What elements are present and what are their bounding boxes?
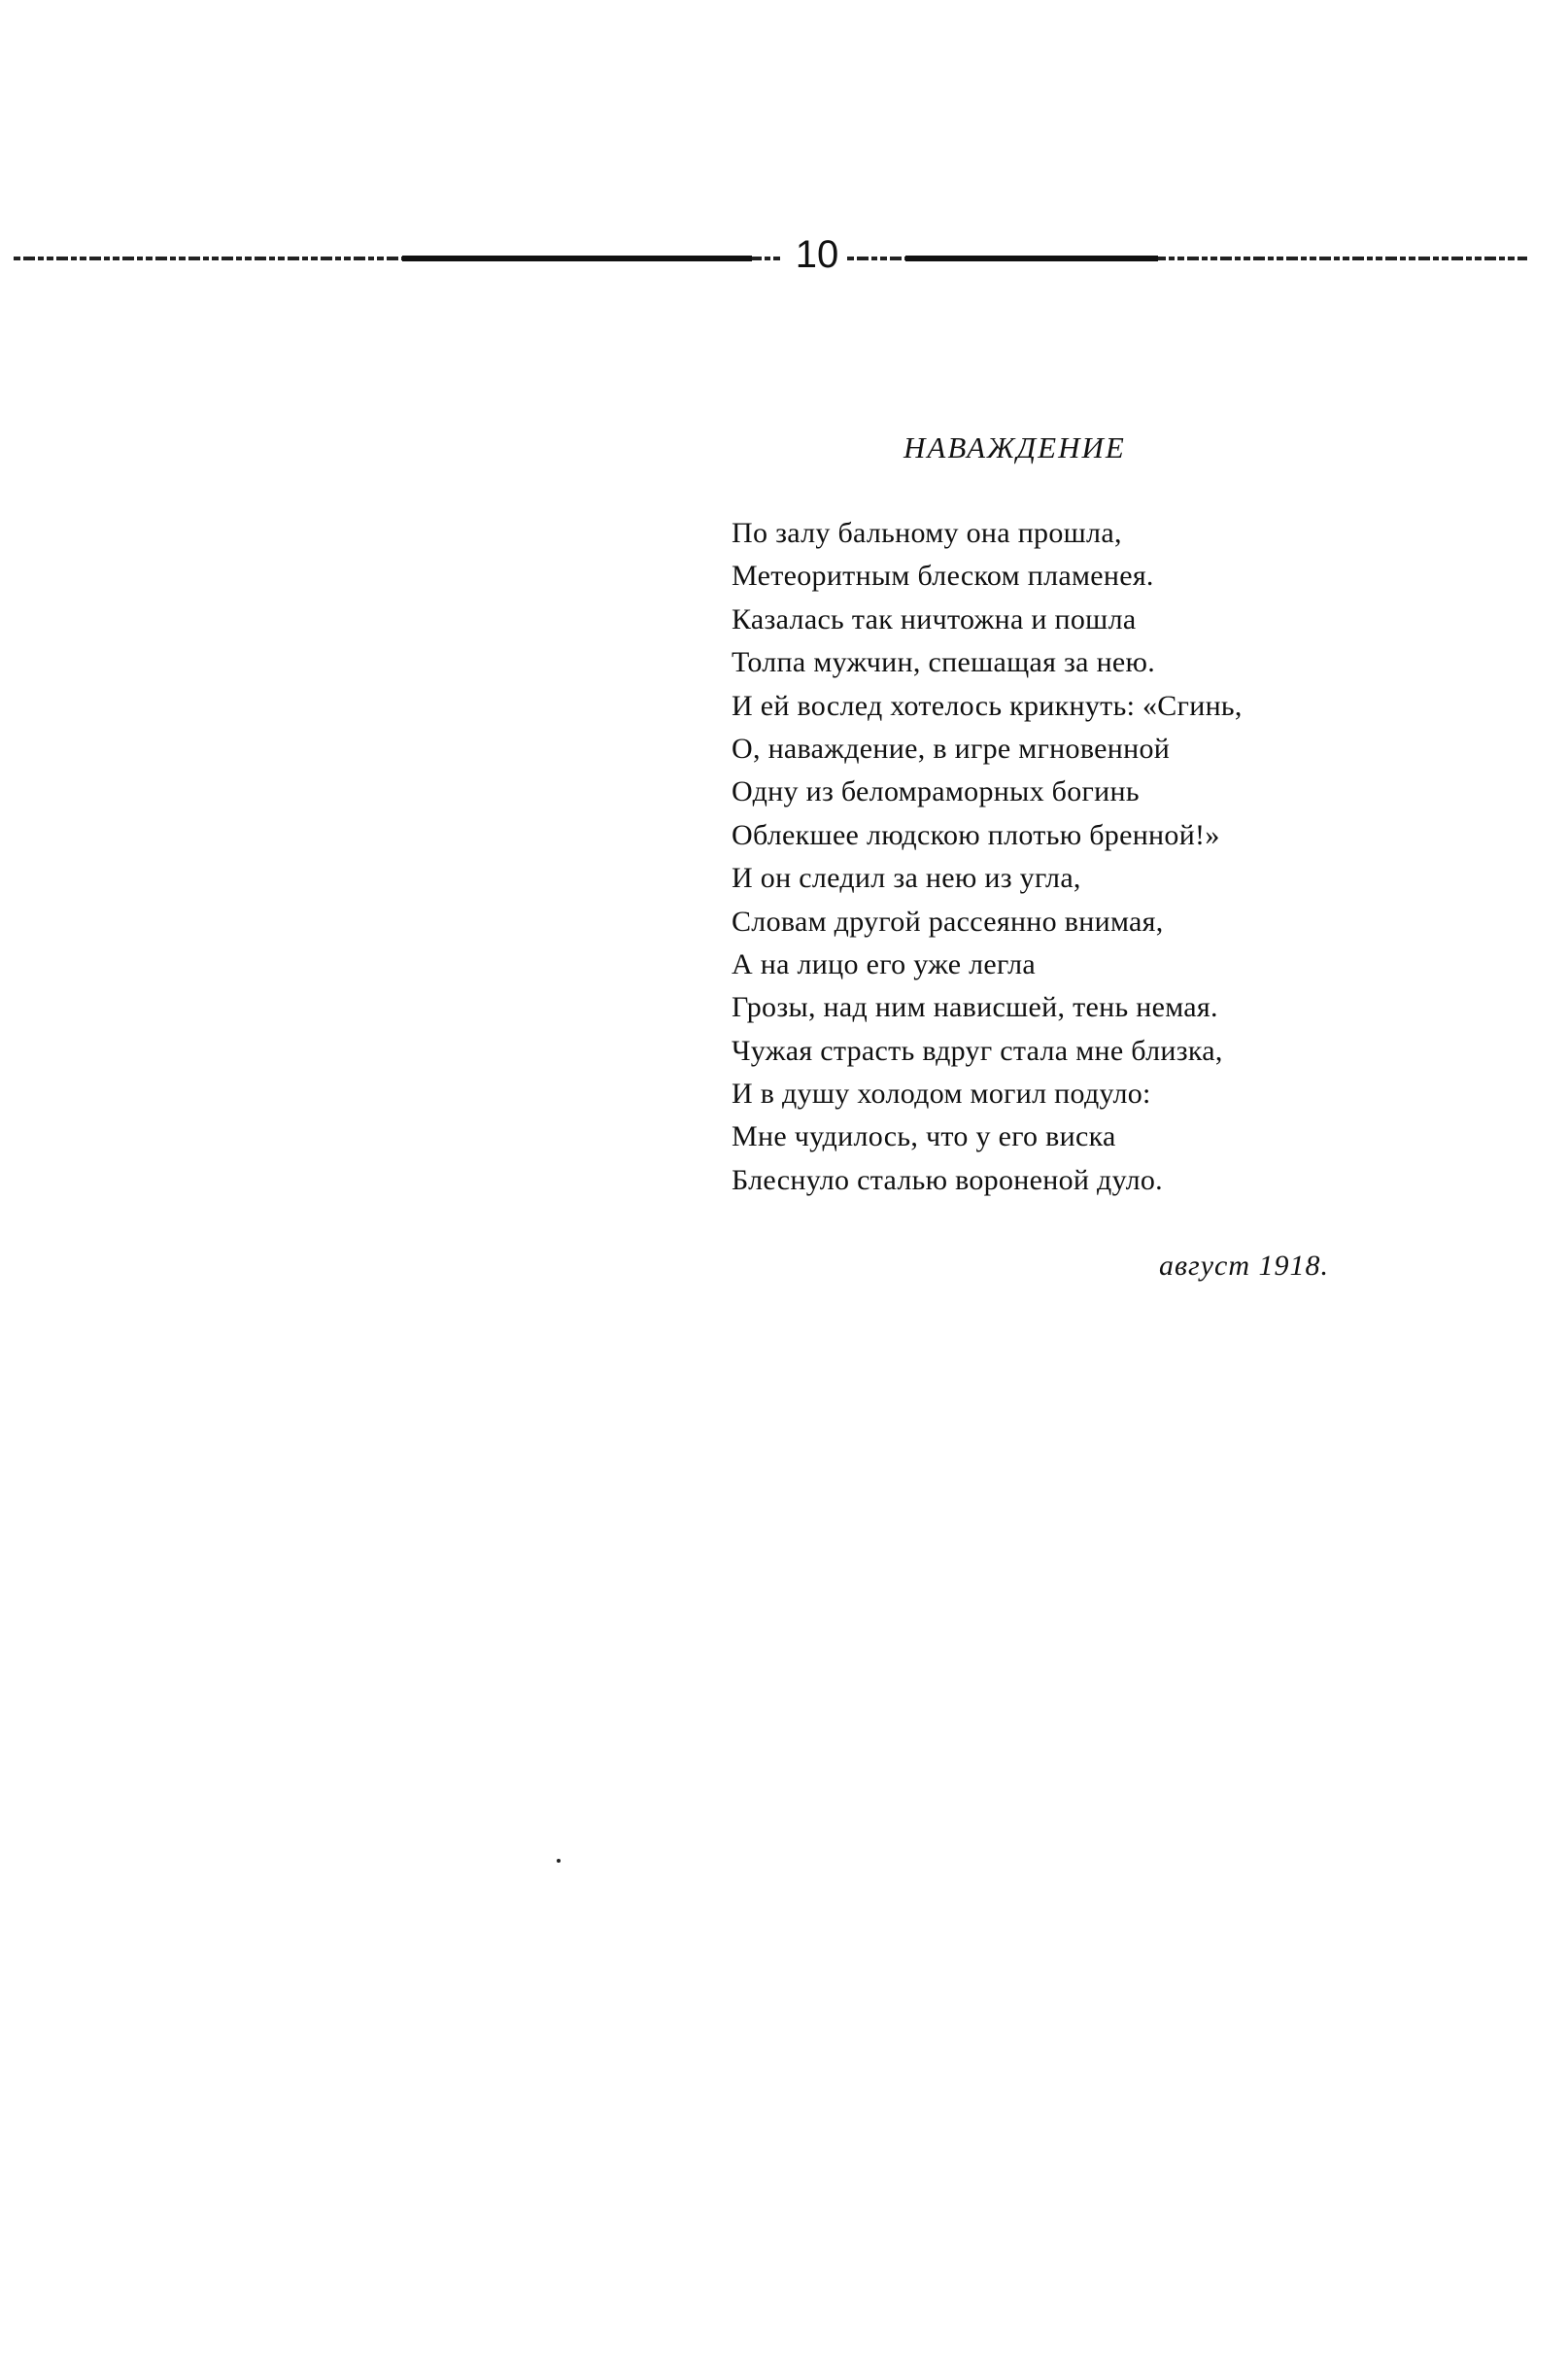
page-header [0, 220, 1568, 297]
poem-date: август 1918. [1159, 1250, 1330, 1282]
poem-line: Облекшее людскою плотью бренной!» [732, 818, 1220, 851]
poem-line: И в душу холодом могил подуло: [732, 1078, 1151, 1111]
poem-line: А на лицо его уже легла [732, 947, 1036, 980]
header-rule-right [847, 257, 1527, 260]
page-number: 10 [795, 233, 839, 276]
poem-line: Казалась так ничтожна и пошла [732, 602, 1137, 635]
header-rule-left [14, 257, 781, 260]
poem-line: Одну из беломраморных богинь [732, 775, 1140, 808]
poem-title: НАВАЖДЕНИЕ [903, 430, 1126, 464]
poem-line: Блеснуло сталью вороненой дуло. [732, 1163, 1163, 1196]
poem-line: Грозы, над ним нависшей, тень немая. [732, 991, 1218, 1024]
poem-line: О, наваждение, в игре мгновенной [732, 732, 1171, 765]
poem-line: Метеоритным блеском пламенея. [732, 560, 1154, 593]
poem-line: По залу бальному она прошла, [732, 517, 1122, 549]
poem-line: Толпа мужчин, спешащая за нею. [732, 646, 1156, 679]
poem-line: Словам другой рассеянно внимая, [732, 905, 1164, 938]
poem-body [732, 512, 1431, 1202]
scan-speck [557, 1859, 561, 1863]
poem-line: И ей вослед хотелось крикнуть: «Сгинь, [732, 689, 1243, 722]
poem-line: Мне чудилось, что у его виска [732, 1120, 1116, 1153]
poem-line: Чужая страсть вдруг стала мне близка, [732, 1034, 1223, 1067]
poem-line: И он следил за нею из угла, [732, 862, 1081, 895]
